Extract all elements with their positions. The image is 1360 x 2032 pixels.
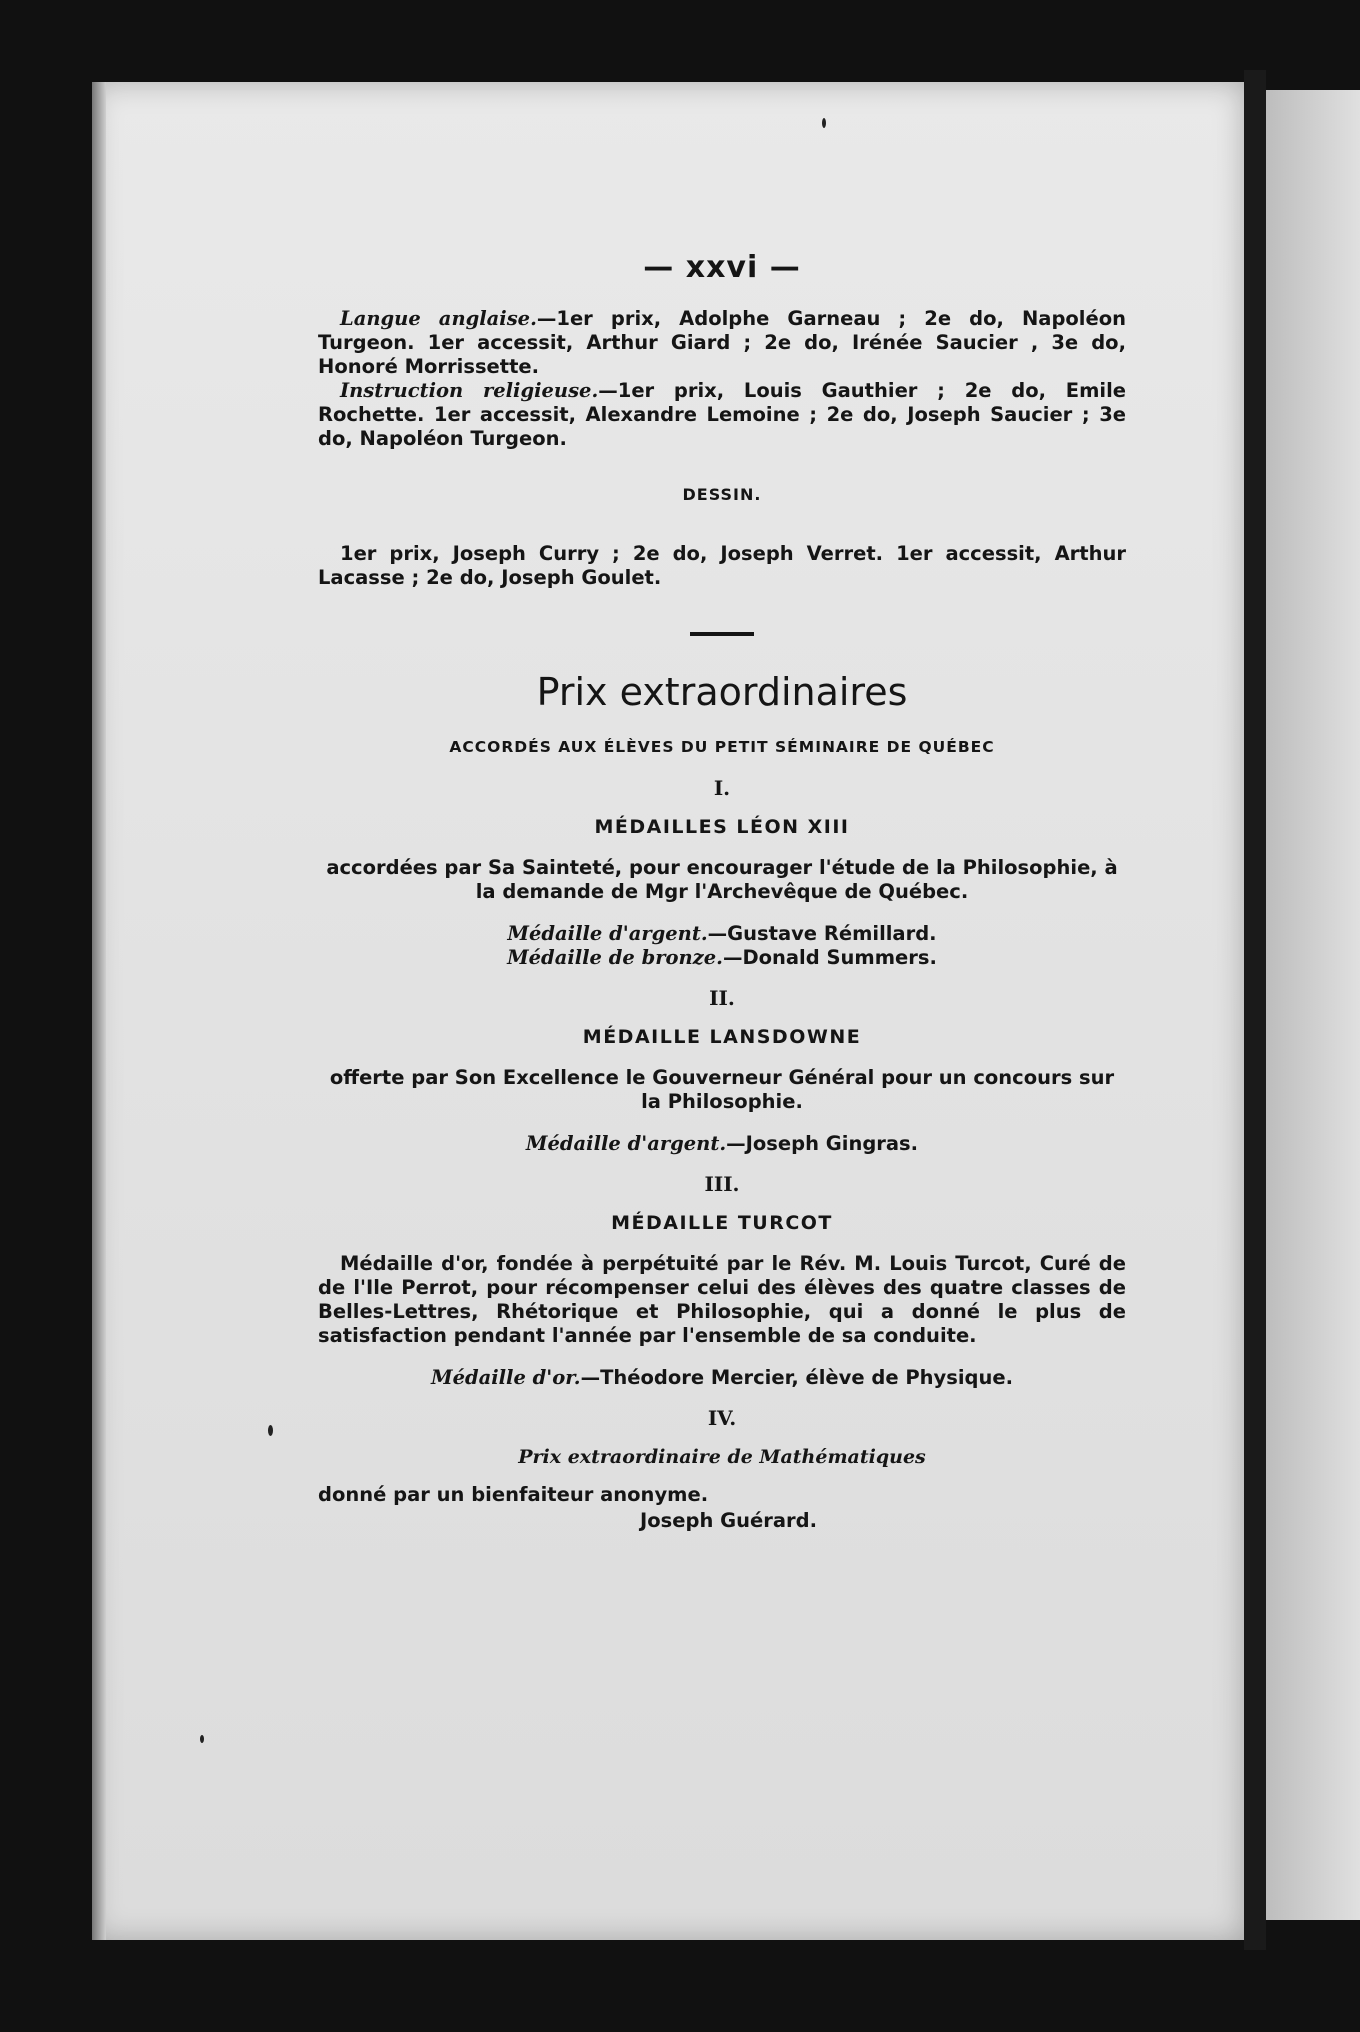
medal-description: offerte par Son Excellence le Gouverneur Général pour un concours sur la Philosophie.	[329, 1066, 1115, 1113]
award-list	[318, 1366, 1126, 1390]
medal-description: Médaille d'or, fondée à perpétuité par le Rév. M. Louis Turcot, Curé de de l'Ile Perrot, pour récompenser celui des élèves des quatre classes de Belles-Lettres, Rhétorique et Philosophie, qui a donné le plus de satisfaction pendant l'année par l'ensemble de sa conduite.	[318, 1252, 1126, 1347]
award-entry	[318, 922, 1126, 946]
scan-speck	[200, 1735, 204, 1743]
section-number-2: II.	[709, 986, 735, 1010]
paragraph-text: —1er prix, Adolphe Garneau ; 2e do, Napoléon Turgeon. 1er accessit, Arthur Giard ; 2e do, Irénée Saucier , 3e do, Honoré Morrissette.	[318, 307, 1126, 378]
medal-heading-turcot: MÉDAILLE TURCOT	[611, 1212, 833, 1234]
page-title: Prix extraordinaires	[536, 670, 908, 714]
prize-heading-mathematiques: Prix extraordinaire de Mathématiques	[518, 1446, 926, 1468]
award-winner: —Gustave Rémillard.	[707, 922, 937, 945]
section-heading-dessin: DESSIN.	[682, 485, 762, 504]
prize-description: donné par un bienfaiteur anonyme.	[318, 1483, 709, 1506]
paragraph-langue-anglaise	[318, 307, 1126, 379]
section-number-3: III.	[704, 1172, 740, 1196]
award-list	[318, 1132, 1126, 1156]
page-left-shadow	[92, 82, 106, 1940]
page-gutter	[1244, 70, 1266, 1950]
paragraph-instruction-religieuse	[318, 379, 1126, 451]
award-label: Médaille de bronze.	[507, 946, 723, 969]
award-winner: —Joseph Gingras.	[726, 1132, 919, 1155]
section-number-1: I.	[713, 776, 731, 800]
award-label: Médaille d'or.	[430, 1366, 581, 1389]
award-entry	[318, 946, 1126, 970]
award-list	[318, 922, 1126, 970]
paragraph-lead: Instruction religieuse.	[340, 379, 599, 402]
medal-heading-lansdowne: MÉDAILLE LANSDOWNE	[582, 1026, 862, 1048]
award-label: Médaille d'argent.	[525, 1132, 727, 1155]
award-winner: —Donald Summers.	[722, 946, 937, 969]
page-content	[318, 250, 1126, 1534]
paragraph-dessin: 1er prix, Joseph Curry ; 2e do, Joseph Verret. 1er accessit, Arthur Lacasse ; 2e do, Joseph Goulet.	[318, 542, 1126, 589]
paragraph-text: —1er prix, Louis Gauthier ; 2e do, Emile Rochette. 1er accessit, Alexandre Lemoine ; 2e do, Joseph Saucier ; 3e do, Napoléon Turgeon.	[318, 379, 1126, 450]
award-entry	[318, 1366, 1126, 1390]
medal-description: accordées par Sa Sainteté, pour encourager l'étude de la Philosophie, à la demande de Mgr l'Archevêque de Québec.	[326, 856, 1118, 903]
award-entry	[318, 1132, 1126, 1156]
scan-speck	[268, 1425, 273, 1436]
section-number-4: IV.	[707, 1406, 737, 1430]
scan-speck	[822, 118, 826, 128]
award-winner: —Théodore Mercier, élève de Physique.	[580, 1366, 1013, 1389]
adjacent-page-edge	[1266, 90, 1360, 1920]
page-subtitle: ACCORDÉS AUX ÉLÈVES DU PETIT SÉMINAIRE DE QUÉBEC	[449, 738, 995, 756]
page-number: — xxvi —	[643, 250, 801, 285]
award-label: Médaille d'argent.	[507, 922, 708, 945]
prize-winner: Joseph Guérard.	[640, 1509, 817, 1532]
divider-rule	[690, 632, 754, 636]
paragraph-lead: Langue anglaise.	[340, 307, 537, 330]
medal-heading-leon-xiii: MÉDAILLES LÉON XIII	[594, 816, 850, 838]
